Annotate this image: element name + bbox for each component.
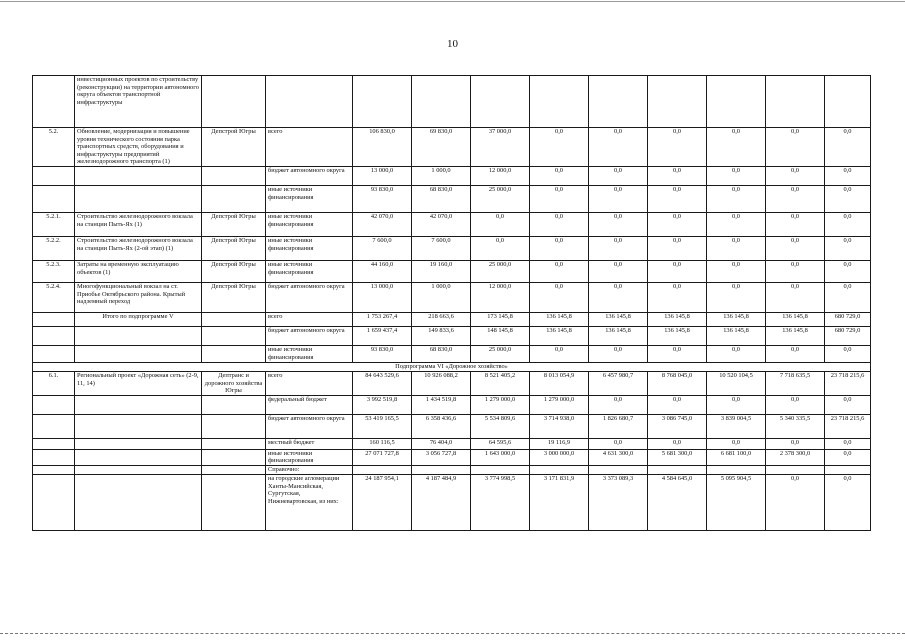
amount-cell: 0,0 (648, 236, 707, 260)
amount-cell: 42 070,0 (412, 212, 471, 236)
amount-cell: 0,0 (648, 395, 707, 414)
item-number-cell: 6.1. (33, 371, 75, 395)
amount-cell: 0,0 (589, 185, 648, 212)
activity-name-cell: Региональный проект «Дорожная сеть» (2-9, 11, 14) (75, 371, 202, 395)
amount-cell: 0,0 (707, 128, 766, 167)
amount-cell: 4 584 645,0 (648, 474, 707, 530)
executor-cell (202, 465, 266, 474)
table-row (33, 260, 871, 282)
amount-cell: 3 992 519,8 (353, 395, 412, 414)
executor-cell: Депстрой Югры (202, 282, 266, 312)
activity-name-cell (75, 414, 202, 438)
item-number-cell (33, 166, 75, 185)
amount-cell: 0,0 (825, 236, 871, 260)
amount-cell (530, 76, 589, 128)
item-number-cell: 5.2.2. (33, 236, 75, 260)
amount-cell (353, 465, 412, 474)
amount-cell: 0,0 (825, 449, 871, 465)
activity-name-cell: Строительство железнодорожного вокзала на станции Пыть-Ях (2-ой этап) (1) (75, 236, 202, 260)
activity-name-cell: инвестиционных проектов по строительству (реконструкции) на территории автономного округа объектов транспортной инфраструктуры (75, 76, 202, 128)
amount-cell: 0,0 (766, 438, 825, 449)
amount-cell (766, 465, 825, 474)
amount-cell: 0,0 (766, 236, 825, 260)
funding-source-cell: всего (266, 128, 353, 167)
amount-cell: 5 681 300,0 (648, 449, 707, 465)
amount-cell: 5 534 809,6 (471, 414, 530, 438)
amount-cell: 0,0 (648, 185, 707, 212)
table-row (33, 371, 871, 395)
amount-cell: 173 145,8 (471, 312, 530, 326)
amount-cell: 3 774 998,5 (471, 474, 530, 530)
amount-cell: 0,0 (707, 395, 766, 414)
amount-cell (707, 465, 766, 474)
activity-name-cell (75, 185, 202, 212)
amount-cell: 0,0 (825, 438, 871, 449)
item-number-cell: 5.2.4. (33, 282, 75, 312)
funding-source-cell: федеральный бюджет (266, 395, 353, 414)
subprogram-heading: Подпрограмма VI «Дорожное хозяйство» (33, 362, 871, 371)
amount-cell: 136 145,8 (766, 312, 825, 326)
funding-source-cell: местный бюджет (266, 438, 353, 449)
activity-name-cell: Итого по подпрограмме V (75, 312, 202, 326)
table-row (33, 362, 871, 371)
executor-cell (202, 395, 266, 414)
activity-name-cell (75, 345, 202, 362)
table-row (33, 76, 871, 128)
funding-source-cell: бюджет автономного округа (266, 326, 353, 345)
amount-cell (825, 465, 871, 474)
activity-name-cell: Многофункциональный вокзал на ст. Приобье Октябрьского района. Крытый надземный переход (75, 282, 202, 312)
executor-cell (202, 414, 266, 438)
amount-cell: 0,0 (589, 236, 648, 260)
amount-cell: 3 839 004,5 (707, 414, 766, 438)
item-number-cell (33, 326, 75, 345)
executor-cell: Дептранс и дорожного хозяйства Югры (202, 371, 266, 395)
amount-cell: 7 600,0 (353, 236, 412, 260)
amount-cell: 0,0 (825, 282, 871, 312)
item-number-cell: 5.2.3. (33, 260, 75, 282)
item-number-cell (33, 312, 75, 326)
amount-cell: 149 833,6 (412, 326, 471, 345)
amount-cell: 0,0 (589, 166, 648, 185)
amount-cell (707, 76, 766, 128)
amount-cell: 13 000,0 (353, 282, 412, 312)
amount-cell: 44 160,0 (353, 260, 412, 282)
funding-source-cell: всего (266, 312, 353, 326)
amount-cell: 23 718 215,6 (825, 371, 871, 395)
activity-name-cell (75, 326, 202, 345)
amount-cell: 106 830,0 (353, 128, 412, 167)
funding-source-cell: всего (266, 371, 353, 395)
top-scan-border (0, 1, 905, 2)
item-number-cell (33, 76, 75, 128)
amount-cell: 4 631 300,0 (589, 449, 648, 465)
amount-cell: 68 830,0 (412, 185, 471, 212)
page-number: 10 (447, 38, 458, 50)
executor-cell (202, 326, 266, 345)
item-number-cell: 5.2. (33, 128, 75, 167)
amount-cell: 12 000,0 (471, 282, 530, 312)
amount-cell: 136 145,8 (766, 326, 825, 345)
amount-cell: 136 145,8 (707, 326, 766, 345)
amount-cell: 0,0 (707, 345, 766, 362)
amount-cell: 0,0 (648, 260, 707, 282)
amount-cell: 25 000,0 (471, 260, 530, 282)
amount-cell: 0,0 (825, 166, 871, 185)
amount-cell: 0,0 (648, 166, 707, 185)
amount-cell (589, 76, 648, 128)
item-number-cell (33, 395, 75, 414)
amount-cell: 0,0 (589, 395, 648, 414)
amount-cell: 3 000 000,0 (530, 449, 589, 465)
amount-cell: 37 000,0 (471, 128, 530, 167)
funding-source-cell: иные источники финансирования (266, 449, 353, 465)
table-row (33, 312, 871, 326)
amount-cell: 3 714 938,0 (530, 414, 589, 438)
bottom-scan-border (0, 633, 905, 634)
amount-cell: 1 000,0 (412, 282, 471, 312)
amount-cell: 0,0 (471, 212, 530, 236)
amount-cell: 69 830,0 (412, 128, 471, 167)
executor-cell (202, 312, 266, 326)
amount-cell: 25 000,0 (471, 345, 530, 362)
amount-cell (471, 76, 530, 128)
table-row (33, 185, 871, 212)
budget-table (32, 75, 871, 531)
activity-name-cell: Строительство железнодорожного вокзала на станции Пыть-Ях (1) (75, 212, 202, 236)
amount-cell (648, 76, 707, 128)
amount-cell: 1 279 000,0 (471, 395, 530, 414)
funding-source-cell: иные источники финансирования (266, 260, 353, 282)
amount-cell: 3 086 745,0 (648, 414, 707, 438)
executor-cell: Депстрой Югры (202, 260, 266, 282)
amount-cell: 0,0 (530, 166, 589, 185)
amount-cell: 0,0 (589, 438, 648, 449)
amount-cell: 23 718 215,6 (825, 414, 871, 438)
amount-cell: 0,0 (530, 282, 589, 312)
amount-cell: 1 279 000,0 (530, 395, 589, 414)
funding-source-cell: бюджет автономного округа (266, 414, 353, 438)
amount-cell (648, 465, 707, 474)
amount-cell: 12 000,0 (471, 166, 530, 185)
table-row (33, 282, 871, 312)
amount-cell: 27 071 727,8 (353, 449, 412, 465)
amount-cell: 0,0 (589, 212, 648, 236)
funding-source-cell: иные источники финансирования (266, 236, 353, 260)
amount-cell: 218 663,6 (412, 312, 471, 326)
amount-cell: 0,0 (707, 260, 766, 282)
amount-cell: 0,0 (766, 185, 825, 212)
executor-cell: Депстрой Югры (202, 128, 266, 167)
amount-cell: 8 013 054,9 (530, 371, 589, 395)
table-row (33, 236, 871, 260)
amount-cell (530, 465, 589, 474)
amount-cell: 0,0 (825, 260, 871, 282)
funding-source-cell: бюджет автономного округа (266, 166, 353, 185)
funding-source-cell: иные источники финансирования (266, 212, 353, 236)
amount-cell: 136 145,8 (707, 312, 766, 326)
amount-cell: 64 595,6 (471, 438, 530, 449)
table-row (33, 395, 871, 414)
amount-cell: 0,0 (707, 166, 766, 185)
amount-cell: 3 171 831,9 (530, 474, 589, 530)
activity-name-cell (75, 465, 202, 474)
amount-cell: 68 830,0 (412, 345, 471, 362)
amount-cell: 148 145,8 (471, 326, 530, 345)
amount-cell: 2 378 300,0 (766, 449, 825, 465)
amount-cell: 136 145,8 (648, 326, 707, 345)
amount-cell: 0,0 (707, 212, 766, 236)
table-row (33, 212, 871, 236)
amount-cell: 84 643 529,6 (353, 371, 412, 395)
amount-cell: 0,0 (589, 128, 648, 167)
executor-cell (202, 438, 266, 449)
amount-cell: 10 926 088,2 (412, 371, 471, 395)
activity-name-cell (75, 438, 202, 449)
amount-cell (412, 465, 471, 474)
amount-cell: 6 358 436,6 (412, 414, 471, 438)
table-row (33, 438, 871, 449)
amount-cell: 0,0 (707, 185, 766, 212)
amount-cell: 3 056 727,8 (412, 449, 471, 465)
amount-cell: 8 521 405,2 (471, 371, 530, 395)
activity-name-cell: Обновление, модернизация и повышение уровня технического состояния парка транспортных средств, оборудования и инфраструктуры предприятий железнодорожного транспорта (1) (75, 128, 202, 167)
funding-source-cell: иные источники финансирования (266, 345, 353, 362)
amount-cell: 19 116,9 (530, 438, 589, 449)
amount-cell: 0,0 (530, 212, 589, 236)
amount-cell: 0,0 (530, 345, 589, 362)
amount-cell: 7 718 635,5 (766, 371, 825, 395)
amount-cell (412, 76, 471, 128)
table-row (33, 128, 871, 167)
amount-cell: 1 643 000,0 (471, 449, 530, 465)
amount-cell: 1 659 437,4 (353, 326, 412, 345)
amount-cell: 0,0 (530, 185, 589, 212)
amount-cell: 0,0 (825, 185, 871, 212)
executor-cell (202, 166, 266, 185)
item-number-cell (33, 185, 75, 212)
amount-cell: 0,0 (825, 395, 871, 414)
table-row (33, 449, 871, 465)
amount-cell: 0,0 (648, 212, 707, 236)
amount-cell: 0,0 (825, 474, 871, 530)
amount-cell: 1 434 519,8 (412, 395, 471, 414)
table-row (33, 166, 871, 185)
amount-cell: 7 600,0 (412, 236, 471, 260)
funding-source-cell: на городские агломерации Ханты-Мансийская, Сургутская, Нижневартовская, из них: (266, 474, 353, 530)
funding-source-cell: Справочно: (266, 465, 353, 474)
amount-cell (471, 465, 530, 474)
amount-cell: 8 768 045,0 (648, 371, 707, 395)
amount-cell (353, 76, 412, 128)
amount-cell: 680 729,0 (825, 312, 871, 326)
amount-cell: 1 753 267,4 (353, 312, 412, 326)
item-number-cell: 5.2.1. (33, 212, 75, 236)
amount-cell: 0,0 (589, 282, 648, 312)
funding-source-cell: иные источники финансирования (266, 185, 353, 212)
amount-cell: 0,0 (530, 128, 589, 167)
item-number-cell (33, 465, 75, 474)
amount-cell: 136 145,8 (648, 312, 707, 326)
activity-name-cell (75, 449, 202, 465)
item-number-cell (33, 414, 75, 438)
amount-cell: 13 000,0 (353, 166, 412, 185)
amount-cell: 136 145,8 (589, 312, 648, 326)
amount-cell: 0,0 (589, 345, 648, 362)
amount-cell: 76 404,0 (412, 438, 471, 449)
amount-cell: 6 681 100,0 (707, 449, 766, 465)
amount-cell: 0,0 (825, 345, 871, 362)
executor-cell (202, 185, 266, 212)
table-row (33, 465, 871, 474)
item-number-cell (33, 474, 75, 530)
amount-cell: 0,0 (766, 474, 825, 530)
amount-cell: 136 145,8 (530, 326, 589, 345)
amount-cell: 4 187 484,9 (412, 474, 471, 530)
amount-cell: 6 457 980,7 (589, 371, 648, 395)
amount-cell: 5 095 904,5 (707, 474, 766, 530)
amount-cell: 0,0 (530, 260, 589, 282)
amount-cell: 42 070,0 (353, 212, 412, 236)
amount-cell: 0,0 (766, 260, 825, 282)
amount-cell: 0,0 (766, 282, 825, 312)
amount-cell: 3 373 089,3 (589, 474, 648, 530)
amount-cell: 0,0 (648, 438, 707, 449)
amount-cell: 0,0 (707, 282, 766, 312)
amount-cell: 1 000,0 (412, 166, 471, 185)
table-row (33, 414, 871, 438)
amount-cell: 53 419 165,5 (353, 414, 412, 438)
amount-cell (766, 76, 825, 128)
amount-cell: 0,0 (589, 260, 648, 282)
amount-cell: 0,0 (530, 236, 589, 260)
funding-source-cell (266, 76, 353, 128)
funding-source-cell: бюджет автономного округа (266, 282, 353, 312)
table-row (33, 474, 871, 530)
item-number-cell (33, 449, 75, 465)
amount-cell: 680 729,0 (825, 326, 871, 345)
activity-name-cell (75, 166, 202, 185)
executor-cell: Депстрой Югры (202, 236, 266, 260)
amount-cell: 136 145,8 (530, 312, 589, 326)
amount-cell: 160 116,5 (353, 438, 412, 449)
executor-cell (202, 449, 266, 465)
amount-cell: 0,0 (766, 166, 825, 185)
executor-cell: Депстрой Югры (202, 212, 266, 236)
amount-cell: 93 830,0 (353, 185, 412, 212)
amount-cell: 0,0 (766, 128, 825, 167)
amount-cell: 0,0 (766, 345, 825, 362)
amount-cell: 24 187 954,1 (353, 474, 412, 530)
amount-cell: 0,0 (707, 236, 766, 260)
amount-cell: 0,0 (766, 395, 825, 414)
executor-cell (202, 474, 266, 530)
amount-cell: 0,0 (825, 128, 871, 167)
amount-cell: 136 145,8 (589, 326, 648, 345)
amount-cell: 0,0 (648, 345, 707, 362)
amount-cell: 0,0 (707, 438, 766, 449)
amount-cell: 0,0 (471, 236, 530, 260)
item-number-cell (33, 345, 75, 362)
amount-cell: 10 520 104,5 (707, 371, 766, 395)
amount-cell: 0,0 (648, 128, 707, 167)
amount-cell: 0,0 (648, 282, 707, 312)
activity-name-cell (75, 395, 202, 414)
amount-cell: 25 000,0 (471, 185, 530, 212)
amount-cell: 5 340 335,5 (766, 414, 825, 438)
amount-cell: 0,0 (766, 212, 825, 236)
table-row (33, 326, 871, 345)
amount-cell: 93 830,0 (353, 345, 412, 362)
activity-name-cell (75, 474, 202, 530)
amount-cell: 1 826 680,7 (589, 414, 648, 438)
executor-cell (202, 345, 266, 362)
amount-cell (825, 76, 871, 128)
item-number-cell (33, 438, 75, 449)
amount-cell: 0,0 (825, 212, 871, 236)
amount-cell (589, 465, 648, 474)
executor-cell (202, 76, 266, 128)
amount-cell: 19 160,0 (412, 260, 471, 282)
activity-name-cell: Затраты на временную эксплуатацию объектов (1) (75, 260, 202, 282)
table-row (33, 345, 871, 362)
